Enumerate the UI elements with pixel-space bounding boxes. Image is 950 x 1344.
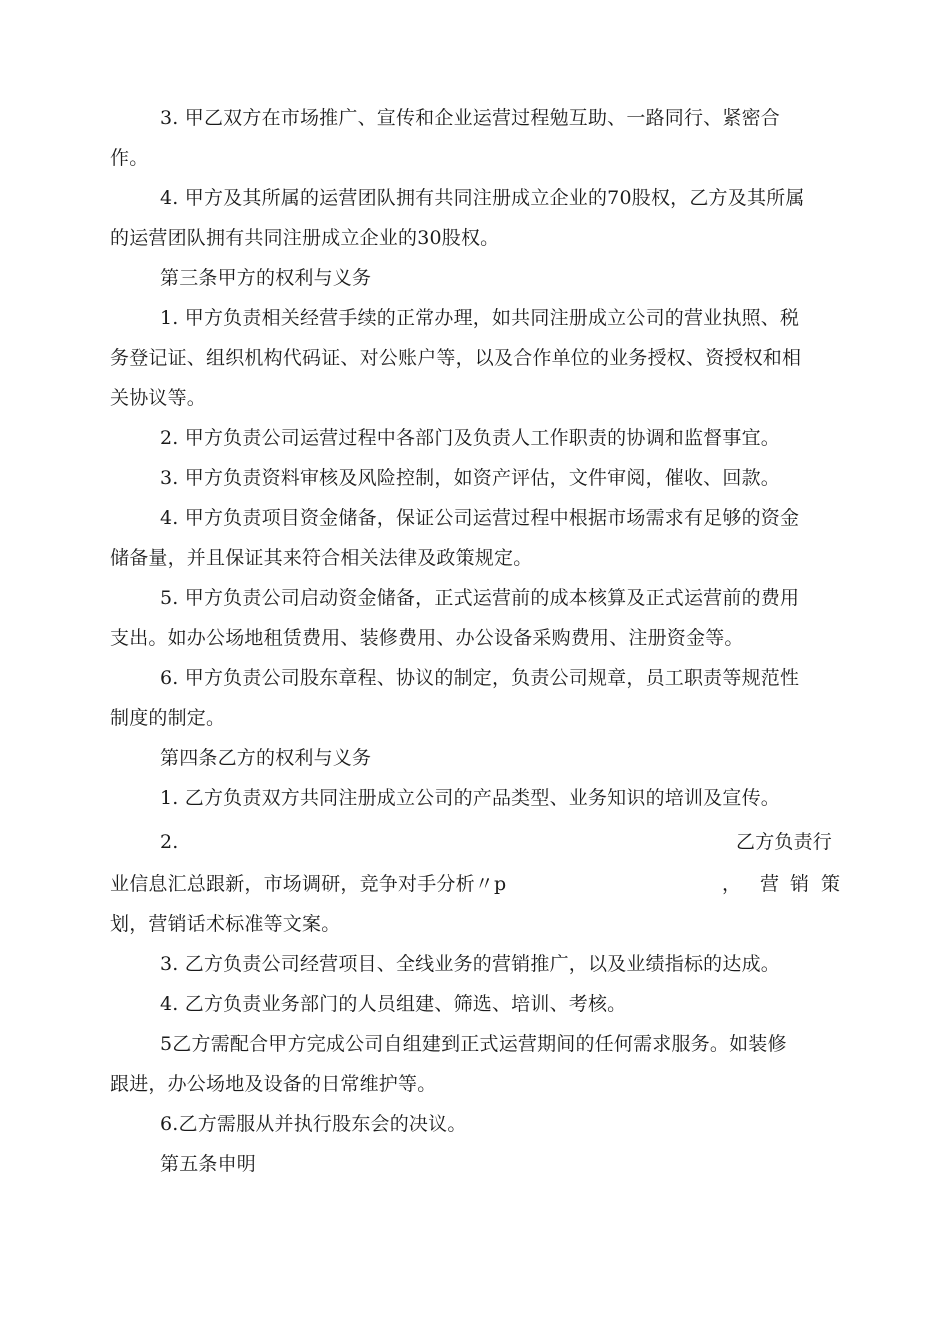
paragraph-line: 乙方负责行 bbox=[736, 831, 833, 853]
paragraph-line: 制度的制定。 bbox=[110, 707, 226, 729]
paragraph-line: ， bbox=[722, 873, 742, 895]
paragraph-line: 2. bbox=[160, 831, 179, 853]
paragraph-line: 4. 甲方负责项目资金储备，保证公司运营过程中根据市场需求有足够的资金 bbox=[160, 507, 800, 529]
paragraph-line: 策 bbox=[821, 873, 841, 895]
paragraph-line: 务登记证、组织机构代码证、对公账户等，以及合作单位的业务授权、资授权和相 bbox=[110, 347, 802, 369]
paragraph-line: 作。 bbox=[110, 147, 149, 169]
section-heading: 第五条申明 bbox=[160, 1153, 257, 1175]
paragraph-line: 5乙方需配合甲方完成公司自组建到正式运营期间的任何需求服务。如装修 bbox=[160, 1033, 787, 1055]
paragraph-line: 5. 甲方负责公司启动资金储备，正式运营前的成本核算及正式运营前的费用 bbox=[160, 587, 800, 609]
paragraph-line: 4. 甲方及其所属的运营团队拥有共同注册成立企业的70股权，乙方及其所属 bbox=[160, 187, 805, 209]
paragraph-line bbox=[160, 106, 842, 130]
paragraph-line: 销 bbox=[790, 873, 810, 895]
paragraph-line: 6.乙方需服从并执行股东会的决议。 bbox=[160, 1113, 467, 1135]
paragraph-line: 4. 乙方负责业务部门的人员组建、筛选、培训、考核。 bbox=[160, 993, 627, 1015]
paragraph-line: 的运营团队拥有共同注册成立企业的30股权。 bbox=[110, 227, 500, 249]
paragraph-line: 3. 乙方负责公司经营项目、全线业务的营销推广，以及业绩指标的达成。 bbox=[160, 953, 780, 975]
paragraph-line: 3. 甲方负责资料审核及风险控制，如资产评估，文件审阅，催收、回款。 bbox=[160, 467, 780, 489]
text-line: 3. 甲乙双方在市场推广、宣传和企业运营过程勉互助、一路同行、紧密合 bbox=[160, 107, 780, 129]
section-heading: 第三条甲方的权利与义务 bbox=[160, 267, 372, 289]
paragraph-line: 业信息汇总跟新，市场调研，竞争对手分析〃p bbox=[110, 873, 507, 895]
paragraph-line: 支出。如办公场地租赁费用、装修费用、办公设备采购费用、注册资金等。 bbox=[110, 627, 744, 649]
paragraph-line: 关协议等。 bbox=[110, 387, 207, 409]
paragraph-line: 6. 甲方负责公司股东章程、协议的制定，负责公司规章，员工职责等规范性 bbox=[160, 667, 800, 689]
paragraph-line: 划，营销话术标准等文案。 bbox=[110, 913, 341, 935]
paragraph-line: 跟进，办公场地及设备的日常维护等。 bbox=[110, 1073, 437, 1095]
paragraph-line: 储备量，并且保证其来符合相关法律及政策规定。 bbox=[110, 547, 533, 569]
paragraph-line: 2. 甲方负责公司运营过程中各部门及负责人工作职责的协调和监督事宜。 bbox=[160, 427, 780, 449]
paragraph-line: 1. 甲方负责相关经营手续的正常办理，如共同注册成立公司的营业执照、税 bbox=[160, 307, 800, 329]
paragraph-line: 1. 乙方负责双方共同注册成立公司的产品类型、业务知识的培训及宣传。 bbox=[160, 787, 780, 809]
section-heading: 第四条乙方的权利与义务 bbox=[160, 747, 372, 769]
paragraph-line: 营 bbox=[760, 873, 780, 895]
